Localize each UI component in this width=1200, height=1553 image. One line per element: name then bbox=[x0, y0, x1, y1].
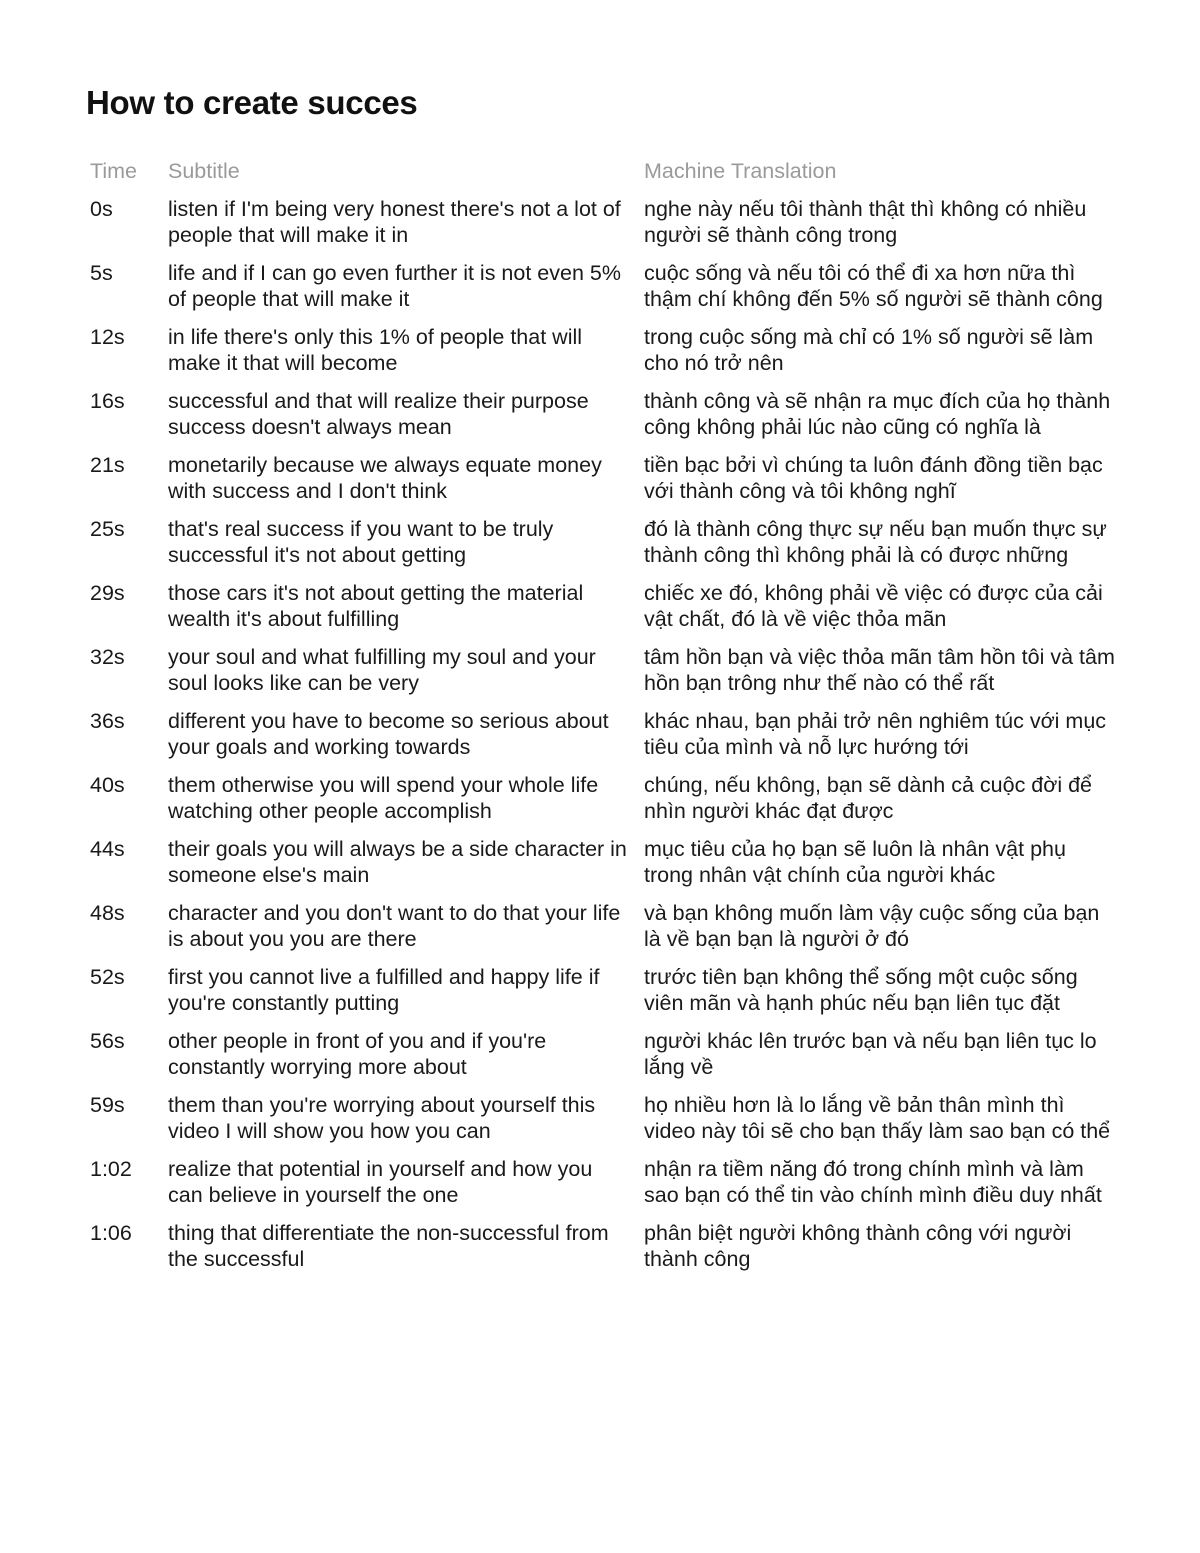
subtitle-cell: them otherwise you will spend your whole life watching other people accomplish bbox=[168, 773, 599, 823]
translation-cell: tiền bạc bởi vì chúng ta luôn đánh đồng tiền bạc với thành công và tôi không nghĩ bbox=[644, 453, 1103, 503]
subtitle-cell: them than you're worrying about yourself this video I will show you how you can bbox=[168, 1093, 596, 1143]
time-cell: 48s bbox=[90, 901, 125, 925]
subtitle-cell: your soul and what fulfilling my soul and your soul looks like can be very bbox=[168, 645, 596, 695]
time-cell: 32s bbox=[90, 645, 125, 669]
translation-cell: chiếc xe đó, không phải về việc có được của cải vật chất, đó là về việc thỏa mãn bbox=[644, 581, 1103, 631]
subtitle-cell: realize that potential in yourself and how you can believe in yourself the one bbox=[168, 1157, 593, 1207]
subtitle-cell: listen if I'm being very honest there's not a lot of people that will make it in bbox=[168, 197, 621, 247]
translation-cell: nghe này nếu tôi thành thật thì không có nhiều người sẽ thành công trong bbox=[644, 197, 1087, 247]
translation-cell: mục tiêu của họ bạn sẽ luôn là nhân vật phụ trong nhân vật chính của người khác bbox=[644, 837, 1066, 887]
translation-cell: đó là thành công thực sự nếu bạn muốn thực sự thành công thì không phải là có được những bbox=[644, 517, 1107, 567]
table-row bbox=[90, 388, 1115, 452]
page-title: How to create succes bbox=[86, 84, 418, 121]
time-cell: 40s bbox=[90, 773, 125, 797]
table-row bbox=[90, 964, 1115, 1028]
translation-cell: trong cuộc sống mà chỉ có 1% số người sẽ làm cho nó trở nên bbox=[644, 325, 1094, 375]
time-cell: 1:06 bbox=[90, 1221, 132, 1245]
column-header-time: Time bbox=[90, 159, 137, 183]
time-cell: 56s bbox=[90, 1029, 125, 1053]
table-row bbox=[90, 580, 1115, 644]
table-row bbox=[90, 324, 1115, 388]
time-cell: 12s bbox=[90, 325, 125, 349]
header-row bbox=[90, 158, 1115, 196]
translation-cell: người khác lên trước bạn và nếu bạn liên tục lo lắng về bbox=[644, 1029, 1097, 1079]
column-header-subtitle: Subtitle bbox=[168, 159, 240, 183]
table-row bbox=[90, 772, 1115, 836]
time-cell: 16s bbox=[90, 389, 125, 413]
translation-cell: họ nhiều hơn là lo lắng về bản thân mình thì video này tôi sẽ cho bạn thấy làm sao bạn có thể bbox=[644, 1093, 1111, 1143]
translation-cell: chúng, nếu không, bạn sẽ dành cả cuộc đời để nhìn người khác đạt được bbox=[644, 773, 1093, 823]
translation-cell: thành công và sẽ nhận ra mục đích của họ thành công không phải lúc nào cũng có nghĩa là bbox=[644, 389, 1111, 439]
time-cell: 52s bbox=[90, 965, 125, 989]
table-row bbox=[90, 452, 1115, 516]
time-cell: 25s bbox=[90, 517, 125, 541]
subtitle-cell: in life there's only this 1% of people that will make it that will become bbox=[168, 325, 583, 375]
column-header-translation: Machine Translation bbox=[644, 159, 837, 183]
time-cell: 5s bbox=[90, 261, 113, 285]
table-row bbox=[90, 644, 1115, 708]
subtitle-cell: character and you don't want to do that your life is about you you are there bbox=[168, 901, 621, 951]
subtitle-cell: first you cannot live a fulfilled and happy life if you're constantly putting bbox=[168, 965, 600, 1015]
time-cell: 36s bbox=[90, 709, 125, 733]
subtitle-cell: successful and that will realize their purpose success doesn't always mean bbox=[168, 389, 589, 439]
time-cell: 21s bbox=[90, 453, 125, 477]
table-row bbox=[90, 1092, 1115, 1156]
subtitle-cell: that's real success if you want to be truly successful it's not about getting bbox=[168, 517, 554, 567]
subtitle-cell: life and if I can go even further it is not even 5% of people that will make it bbox=[168, 261, 621, 311]
table-row bbox=[90, 1220, 1115, 1284]
subtitle-cell: their goals you will always be a side character in someone else's main bbox=[168, 837, 627, 887]
transcript-table bbox=[90, 158, 1115, 1284]
table-row bbox=[90, 196, 1115, 260]
subtitle-cell: those cars it's not about getting the material wealth it's about fulfilling bbox=[168, 581, 584, 631]
table-row bbox=[90, 1028, 1115, 1092]
table-row bbox=[90, 708, 1115, 772]
translation-cell: và bạn không muốn làm vậy cuộc sống của bạn là về bạn bạn là người ở đó bbox=[644, 901, 1100, 951]
subtitle-cell: monetarily because we always equate money with success and I don't think bbox=[168, 453, 602, 503]
table-row bbox=[90, 516, 1115, 580]
translation-cell: cuộc sống và nếu tôi có thể đi xa hơn nữa thì thậm chí không đến 5% số người sẽ thành công bbox=[644, 261, 1103, 311]
time-cell: 29s bbox=[90, 581, 125, 605]
translation-cell: phân biệt người không thành công với người thành công bbox=[644, 1221, 1072, 1271]
translation-cell: tâm hồn bạn và việc thỏa mãn tâm hồn tôi và tâm hồn bạn trông như thế nào có thể rất bbox=[644, 645, 1115, 695]
time-cell: 59s bbox=[90, 1093, 125, 1117]
subtitle-cell: other people in front of you and if you're constantly worrying more about bbox=[168, 1029, 547, 1079]
table-row bbox=[90, 1156, 1115, 1220]
table-row bbox=[90, 260, 1115, 324]
time-cell: 0s bbox=[90, 197, 113, 221]
time-cell: 44s bbox=[90, 837, 125, 861]
table-row bbox=[90, 900, 1115, 964]
translation-cell: nhận ra tiềm năng đó trong chính mình và làm sao bạn có thể tin vào chính mình điều duy nhất bbox=[644, 1157, 1102, 1207]
translation-cell: trước tiên bạn không thể sống một cuộc sống viên mãn và hạnh phúc nếu bạn liên tục đặt bbox=[644, 965, 1078, 1015]
time-cell: 1:02 bbox=[90, 1157, 132, 1181]
translation-cell: khác nhau, bạn phải trở nên nghiêm túc với mục tiêu của mình và nỗ lực hướng tới bbox=[644, 709, 1107, 759]
table-row bbox=[90, 836, 1115, 900]
subtitle-cell: different you have to become so serious about your goals and working towards bbox=[168, 709, 609, 759]
subtitle-cell: thing that differentiate the non-successful from the successful bbox=[168, 1221, 609, 1271]
